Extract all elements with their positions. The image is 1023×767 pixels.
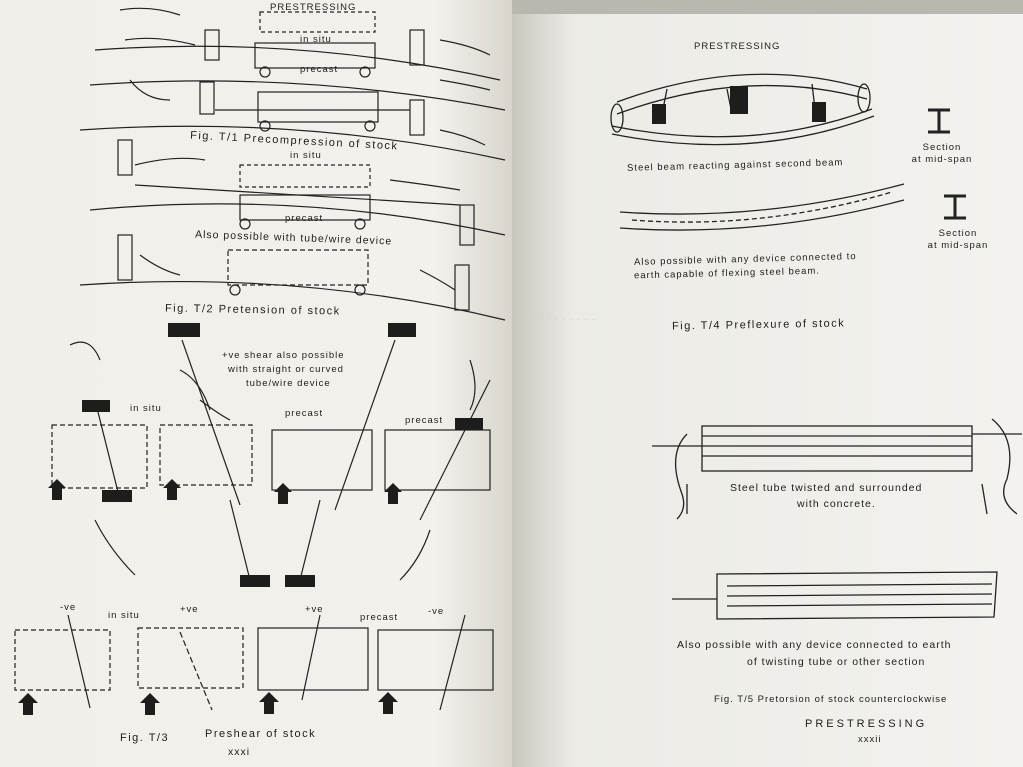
shear-note-2: with straight or curved [228, 364, 344, 375]
twist-note-1: Also possible with any device connected to earth [677, 639, 952, 651]
left-page-number: xxxi [228, 746, 251, 758]
tube-wire-note: Also possible with tube/wire device [194, 228, 393, 248]
left-header: PRESTRESSING [270, 2, 357, 13]
right-page-illustrations [512, 14, 1023, 767]
section-label-2b: at mid-span [927, 240, 989, 251]
label-in-situ-t2: in situ [290, 150, 322, 161]
label-precast: precast [300, 64, 339, 75]
right-footer: PRESTRESSING [805, 718, 928, 730]
shear-note-3: tube/wire device [246, 378, 331, 389]
label-in-situ-t3: in situ [130, 403, 162, 414]
in-situ-block [260, 12, 375, 32]
label-precast-t3b: precast [405, 415, 444, 426]
flex-note-1: Also possible with any device connected to [633, 251, 857, 268]
label-in-situ: in situ [300, 34, 332, 45]
label-pos-ve-1: +ve [180, 604, 199, 615]
fig-t2-caption: Fig. T/2 Pretension of stock [164, 302, 341, 318]
right-header: PRESTRESSING [694, 41, 781, 52]
steel-beam-caption: Steel beam reacting against second beam [626, 157, 844, 174]
label-pos-ve-2: +ve [305, 604, 324, 615]
section-label-1b: at mid-span [911, 154, 973, 165]
fig-t5-caption: Fig. T/5 Pretorsion of stock counterclockwise [714, 694, 948, 705]
section-label-2a: Section [938, 228, 978, 239]
label-neg-ve-1: -ve [60, 602, 77, 613]
shear-note-1: +ve shear also possible [222, 350, 345, 361]
tube-note-1: Steel tube twisted and surrounded [730, 482, 923, 494]
fig-t3-title: Preshear of stock [205, 728, 317, 740]
ground-line [95, 46, 500, 80]
stock-block [258, 92, 378, 122]
fig-t3-label: Fig. T/3 [120, 732, 170, 744]
ground-line [90, 81, 505, 110]
label-precast-t3c: precast [360, 612, 399, 623]
label-precast-t2: precast [285, 213, 324, 224]
label-precast-t3a: precast [285, 408, 324, 419]
label-neg-ve-2: -ve [428, 606, 445, 617]
section-label-1a: Section [922, 142, 962, 153]
flex-note-2: earth capable of flexing steel beam. [633, 265, 821, 282]
right-page: · · · · · · · · · PRESTRESSING Steel beam reacting against second beam Section at mid-span Section at mid-span Also possible with any device connected to earth capable of flexing steel beam. Fig. T/4 Preflexure of stock Steel tube twisted and surrounded with concrete. Also possible with any device connected to earth of twisting tube or other section Fig. T/5 Pretorsion of stock counterclockwise PRESTRESSING xxxii [512, 14, 1023, 767]
fig-t4-caption: Fig. T/4 Preflexure of stock [671, 317, 846, 333]
twist-note-2: of twisting tube or other section [747, 656, 926, 668]
tube-note-2: with concrete. [797, 498, 876, 510]
right-page-number: xxxii [858, 734, 882, 745]
fig-t1-caption: Fig. T/1 Precompression of stock [189, 129, 399, 153]
label-in-situ-t3b: in situ [108, 610, 140, 621]
